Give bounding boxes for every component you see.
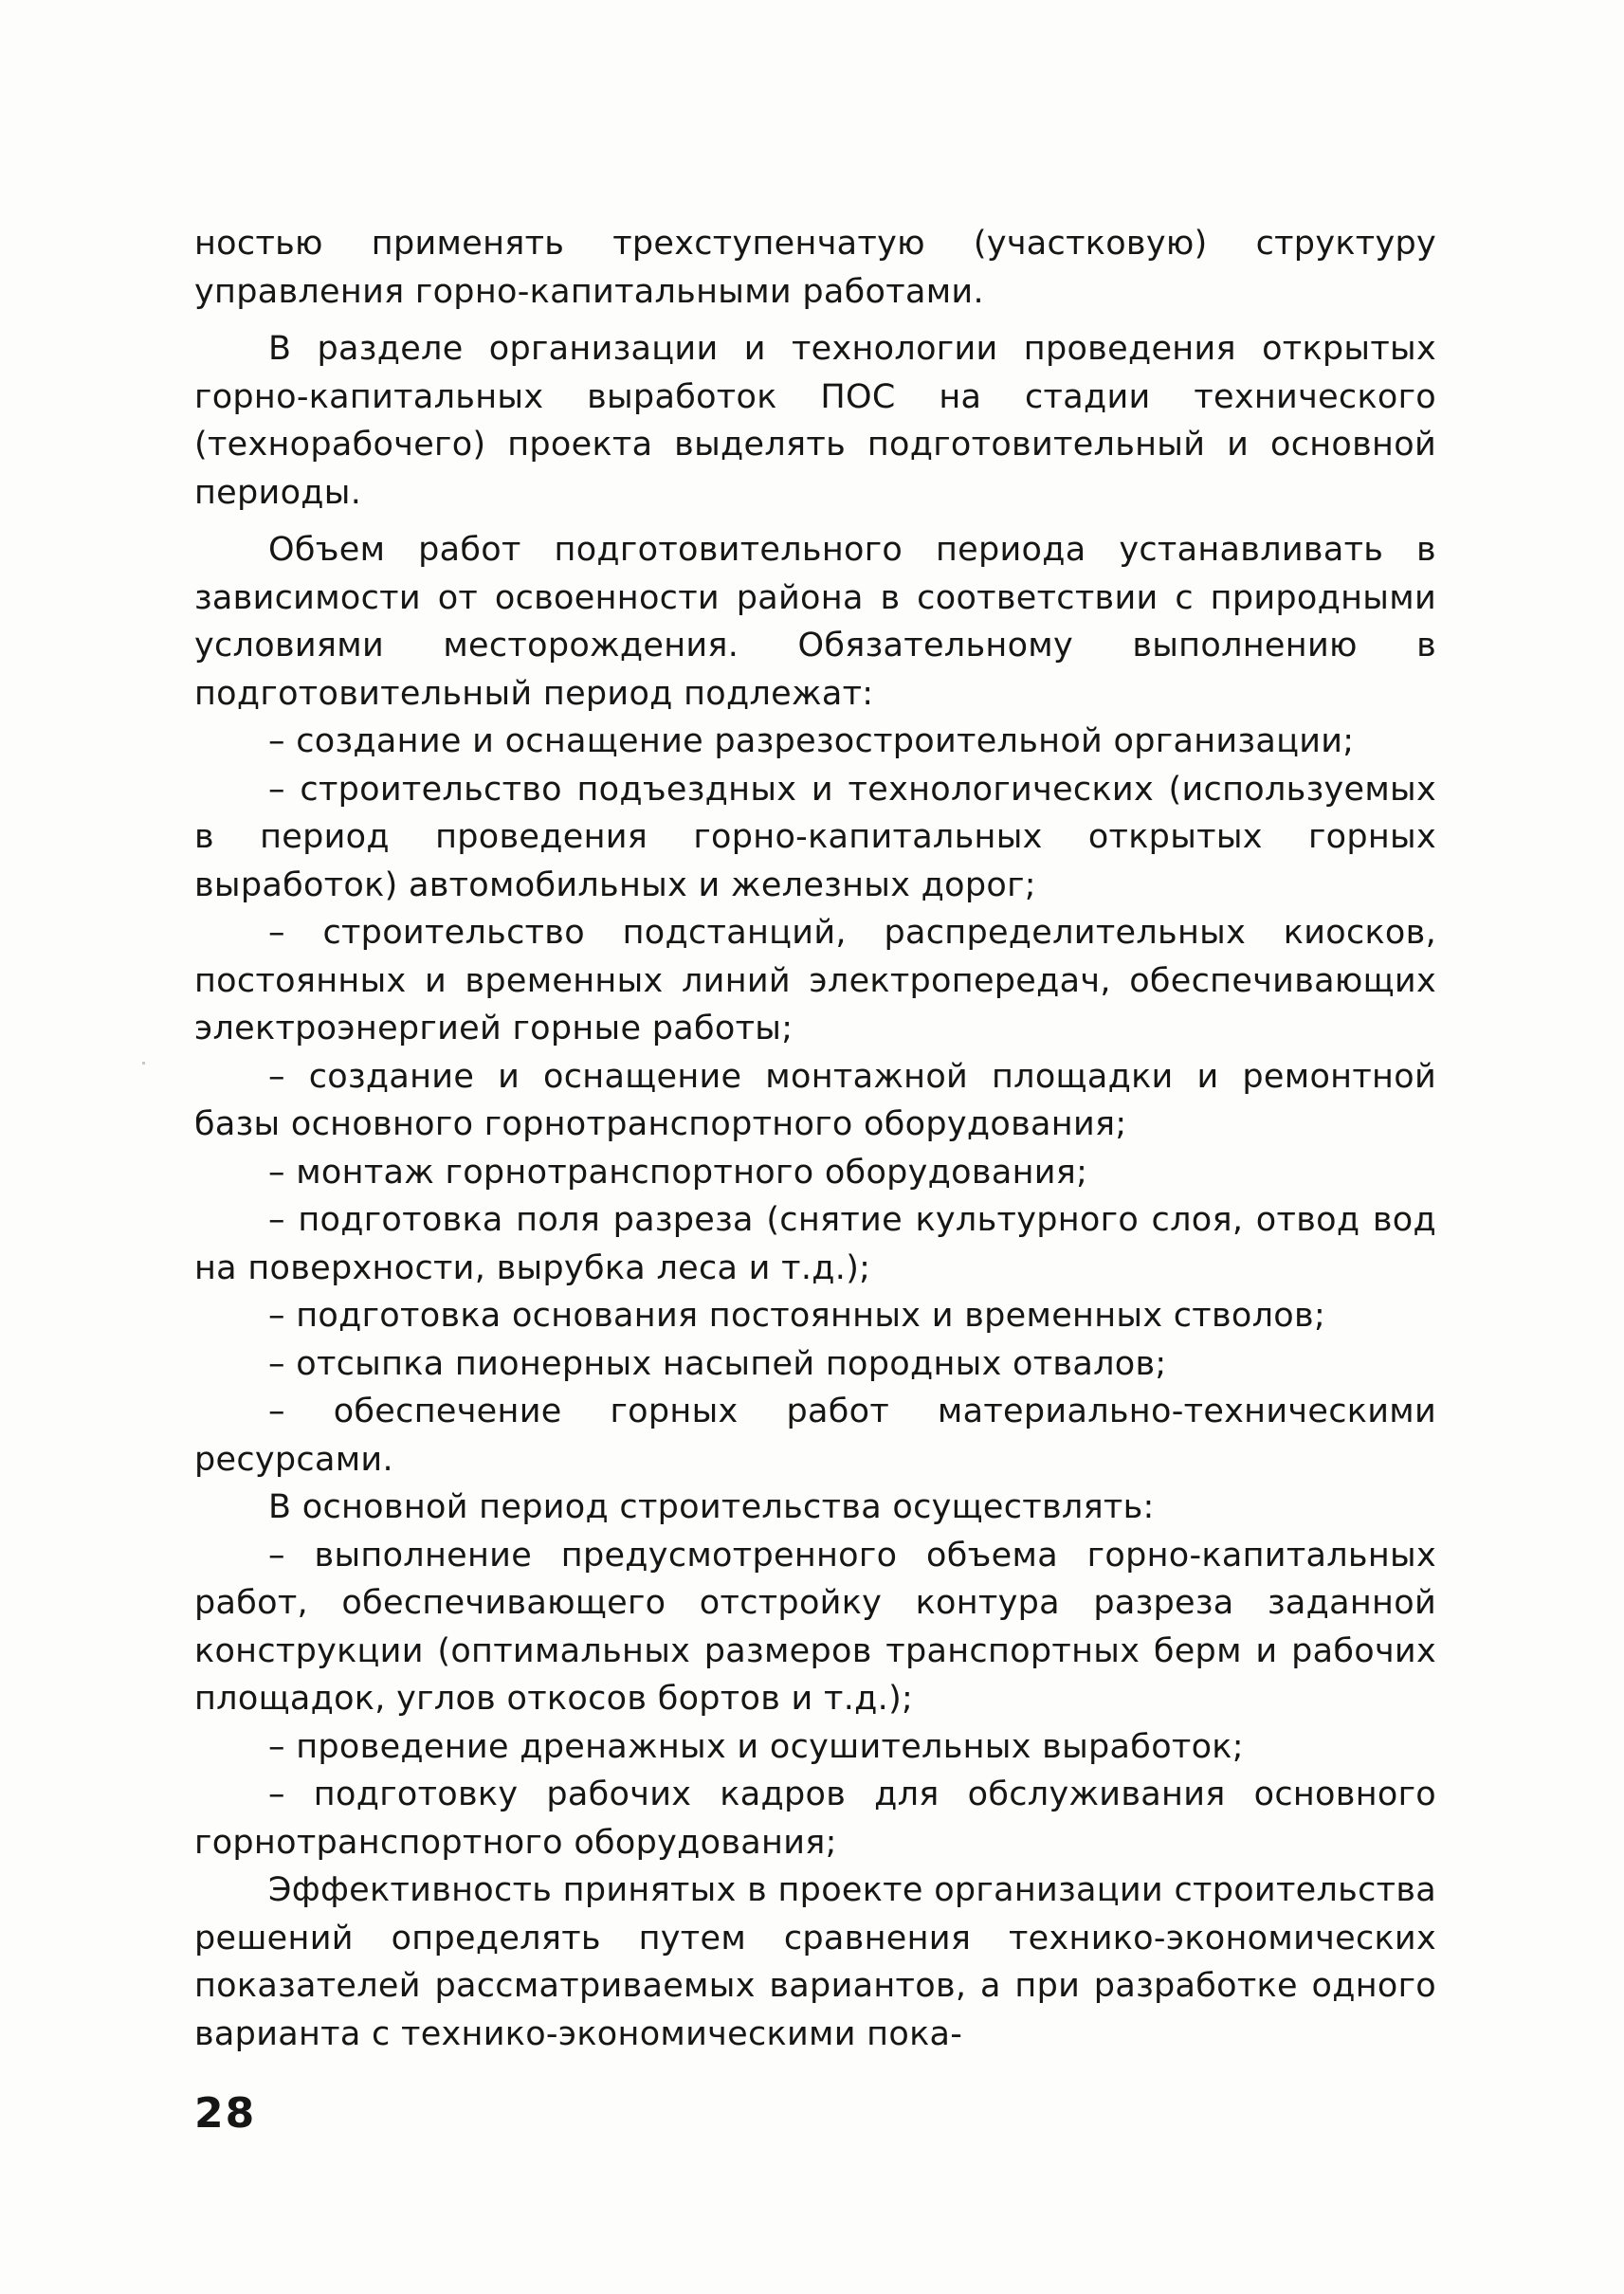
paragraph: В основной период строительства осуществлять: [268,1488,1155,1526]
paragraph: ностью применять трехступенчатую (участковую) структуру управления горно-капитальными работами. [194,225,1436,311]
list-item: – монтаж горнотранспортного оборудования; [268,1153,1088,1192]
list-item: – подготовку рабочих кадров для обслуживания основного горнотранспортного оборудования; [194,1775,1436,1862]
list-item: – строительство подъездных и технологических (используемых в период проведения горно-капитальных открытых горных выработок) автомобильных и железных дорог; [194,770,1436,904]
list-item: – подготовка основания постоянных и временных стволов; [268,1297,1326,1335]
list-item: – создание и оснащение монтажной площадки и ремонтной базы основного горнотранспортного оборудования; [194,1057,1436,1143]
paragraph: Эффективность принятых в проекте организации строительства решений определять путем сравнения технико-экономических показателей рассматриваемых вариантов, а при разработке одного варианта с технико-экономическими пока- [194,1871,1436,2053]
body-text [194,220,1436,2058]
list-item: – отсыпка пионерных насыпей породных отвалов; [268,1344,1167,1383]
paragraph: Объем работ подготовительного периода устанавливать в зависимости от освоенности района в соответствии с природными условиями месторождения. Обязательному выполнению в подготовительный период подлежат: [194,531,1436,713]
list-item: – проведение дренажных и осушительных выработок; [268,1727,1244,1766]
scan-speck [142,1062,145,1065]
list-item: – обеспечение горных работ материально-техническими ресурсами. [194,1393,1436,1479]
list-item: – подготовка поля разреза (снятие культурного слоя, отвод вод на поверхности, вырубка леса и т.д.); [194,1201,1436,1287]
list-item: – строительство подстанций, распределительных киосков, постоянных и временных линий электропередач, обеспечивающих электроэнергией горные работы; [194,914,1436,1047]
page-number: 28 [194,2089,257,2138]
list-item: – выполнение предусмотренного объема горно-капитальных работ, обеспечивающего отстройку контура разреза заданной конструкции (оптимальных размеров транспортных берм и рабочих площадок, углов откосов бортов и т.д.); [194,1536,1436,1718]
paragraph: В разделе организации и технологии проведения открытых горно-капитальных выработок ПОС на стадии технического (технорабочего) проекта выделять подготовительный и основной периоды. [194,330,1436,512]
list-item: – создание и оснащение разрезостроительной организации; [268,722,1355,760]
